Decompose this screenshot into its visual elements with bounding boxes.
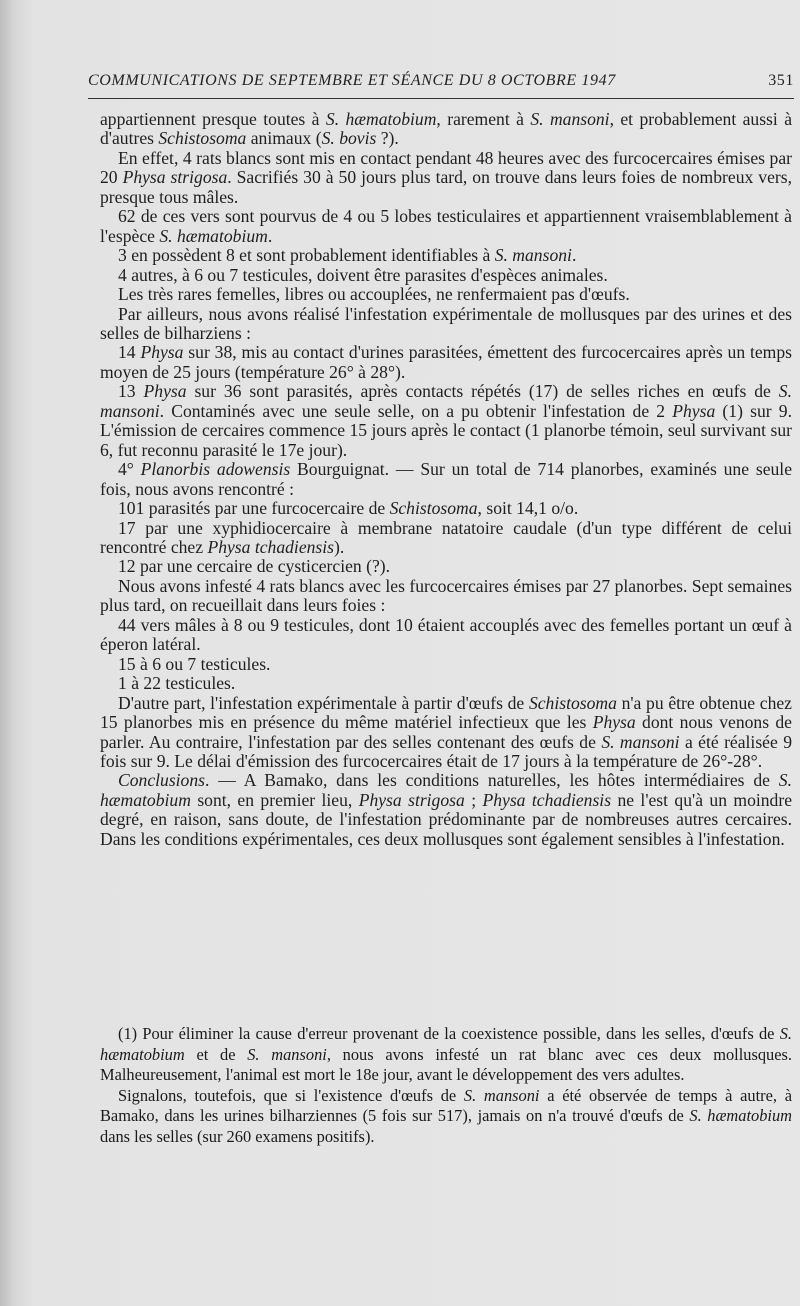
footnotes xyxy=(100,1024,792,1148)
paragraph: 14 Physa sur 38, mis au contact d'urines parasitées, émettent des furcocercaires après un temps moyen de 25 jours (température 26° à 28°). xyxy=(100,342,792,382)
paragraph: D'autre part, l'infestation expérimentale à partir d'œufs de Schistosoma n'a pu être obtenue chez 15 planorbes mis en présence du même matériel infectieux que les Physa dont nous venons de parler. Au contraire, l'infestation par des selles contenant des œufs de S. mansoni a été réalisée 9 fois sur 9. Le délai d'émission des furcocercaires était de 17 jours à la température de 26°-28°. xyxy=(100,692,792,771)
paragraph: 62 de ces vers sont pourvus de 4 ou 5 lobes testiculaires et appartiennent vraisemblablement à l'espèce S. hæmatobium. xyxy=(100,206,792,246)
paragraph: En effet, 4 rats blancs sont mis en contact pendant 48 heures avec des furcocercaires émises par 20 Physa strigosa. Sacrifiés 30 à 50 jours plus tard, on trouve dans leurs foies de nombreux vers, presque tous mâles. xyxy=(100,147,792,207)
paragraph: Conclusions. — A Bamako, dans les conditions naturelles, les hôtes intermédiaires de S. hæmatobium sont, en premier lieu, Physa strigosa ; Physa tchadiensis ne l'est qu'à un moindre degré, en raison, sans doute, de l'infestation prédominante par de nombreuses autres cercaires. Dans les conditions expérimentales, ces deux mollusques sont également sensibles à l'infestation. xyxy=(100,770,793,849)
footnote: Signalons, toutefois, que si l'existence d'œufs de S. mansoni a été observée de temps à autre, à Bamako, dans les urines bilharziennes (5 fois sur 517), jamais on n'a trouvé d'œufs de S. hæmatobium dans les selles (sur 260 examens positifs). xyxy=(100,1085,792,1146)
paragraph: 101 parasités par une furcocercaire de Schistosoma, soit 14,1 o/o. xyxy=(118,498,579,519)
paragraph: Nous avons infesté 4 rats blancs avec les furcocercaires émises par 27 planorbes. Sept semaines plus tard, on recueillait dans leurs foies : xyxy=(100,575,792,616)
paragraph: 4 autres, à 6 ou 7 testicules, doivent être parasites d'espèces animales. xyxy=(118,264,608,285)
paragraph: 17 par une xyphidiocercaire à membrane natatoire caudale (d'un type différent de celui rencontré chez Physa tchadiensis). xyxy=(100,517,792,557)
paragraph: 13 Physa sur 36 sont parasités, après contacts répétés (17) de selles riches en œufs de S. mansoni. Contaminés avec une seule selle, on a pu obtenir l'infestation de 2 Physa (1) sur 9. L'émission de cercaires commence 15 jours après le contact (1 planorbe témoin, seul survivant sur 6, fut reconnu parasité le 17e jour). xyxy=(100,381,792,460)
running-header xyxy=(88,72,794,90)
running-title: COMMUNICATIONS DE SEPTEMBRE ET SÉANCE DU 8 OCTOBRE 1947 xyxy=(88,72,616,89)
header-rule xyxy=(88,98,794,99)
paragraph: 1 à 22 testicules. xyxy=(118,673,236,694)
paragraph: 12 par une cercaire de cysticercien (?). xyxy=(118,556,391,577)
page-number: 351 xyxy=(768,72,794,89)
body-text xyxy=(100,110,792,849)
paragraph: Les très rares femelles, libres ou accouplées, ne renfermaient pas d'œufs. xyxy=(118,284,630,305)
paragraph: 44 vers mâles à 8 ou 9 testicules, dont 10 étaient accouplés avec des femelles portant un œuf à éperon latéral. xyxy=(100,614,792,655)
paragraph: appartiennent presque toutes à S. hæmatobium, rarement à S. mansoni, et probablement aussi à d'autres Schistosoma animaux (S. bovis ?). xyxy=(100,109,792,149)
paragraph: 15 à 6 ou 7 testicules. xyxy=(118,653,271,674)
paragraph: 4° Planorbis adowensis Bourguignat. — Sur un total de 714 planorbes, examinés une seule fois, nous avons rencontré : xyxy=(100,459,793,499)
paragraph: 3 en possèdent 8 et sont probablement identifiables à S. mansoni. xyxy=(118,245,577,266)
paragraph: Par ailleurs, nous avons réalisé l'infestation expérimentale de mollusques par des urines et des selles de bilharziens : xyxy=(100,303,792,343)
footnote: (1) Pour éliminer la cause d'erreur provenant de la coexistence possible, dans les selles, d'œufs de S. hæmatobium et de S. mansoni, nous avons infesté un rat blanc avec ces deux mollusques. Malheureusement, l'animal est mort le 18e jour, avant le développement des vers adultes. xyxy=(100,1024,792,1085)
